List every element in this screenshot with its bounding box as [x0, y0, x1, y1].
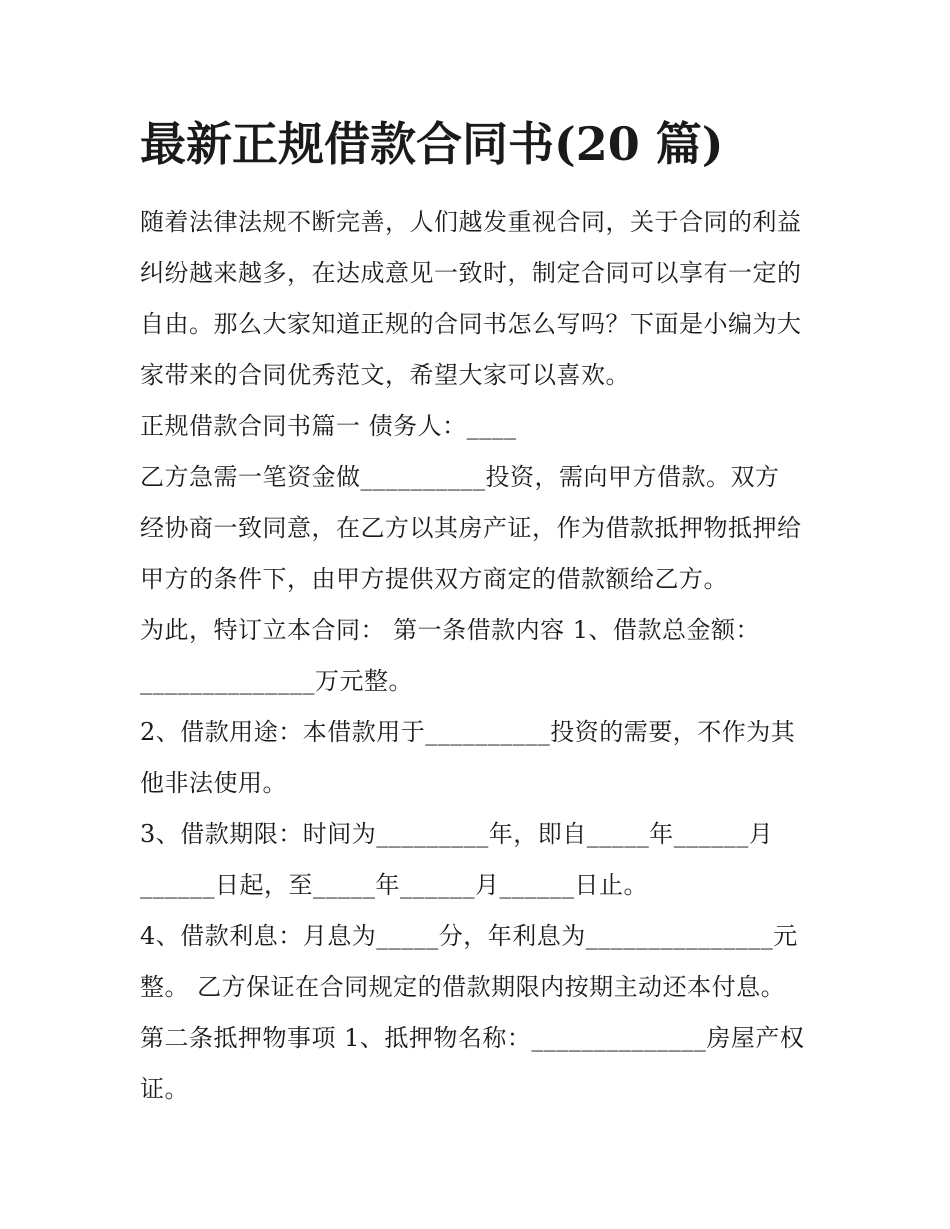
- document-title: 最新正规借款合同书(20 篇): [140, 117, 724, 171]
- text-line: 3、借款期限：时间为_________年，即自_____年______月: [140, 820, 774, 848]
- text-line: 随着法律法规不断完善，人们越发重视合同，关于合同的利益: [140, 208, 802, 236]
- text-line: 正规借款合同书篇一 债务人：____: [140, 412, 517, 440]
- text-line: 4、借款利息：月息为_____分，年利息为_______________元: [140, 922, 798, 950]
- text-line: 第二条抵押物事项 1、抵押物名称：______________房屋产权: [140, 1024, 805, 1052]
- text-line: 家带来的合同优秀范文，希望大家可以喜欢。: [140, 361, 630, 389]
- text-line: ______日起，至_____年______月______日止。: [140, 871, 648, 899]
- text-line: 他非法使用。: [140, 769, 287, 797]
- text-line: 甲方的条件下，由甲方提供双方商定的借款额给乙方。: [140, 565, 728, 593]
- text-line: 经协商一致同意，在乙方以其房产证，作为借款抵押物抵押给: [140, 514, 802, 542]
- text-line: 为此，特订立本合同： 第一条借款内容 1、借款总金额：: [140, 616, 761, 644]
- text-line: 2、借款用途：本借款用于__________投资的需要，不作为其: [140, 718, 796, 746]
- document-body: [140, 197, 820, 1115]
- text-line: 乙方急需一笔资金做__________投资，需向甲方借款。双方: [140, 463, 780, 491]
- text-line: 自由。那么大家知道正规的合同书怎么写吗？下面是小编为大: [140, 310, 802, 338]
- text-line: 证。: [140, 1075, 189, 1103]
- text-line: 纠纷越来越多，在达成意见一致时，制定合同可以享有一定的: [140, 259, 802, 287]
- text-line: ______________万元整。: [140, 667, 413, 695]
- text-line: 整。 乙方保证在合同规定的借款期限内按期主动还本付息。: [140, 973, 786, 1001]
